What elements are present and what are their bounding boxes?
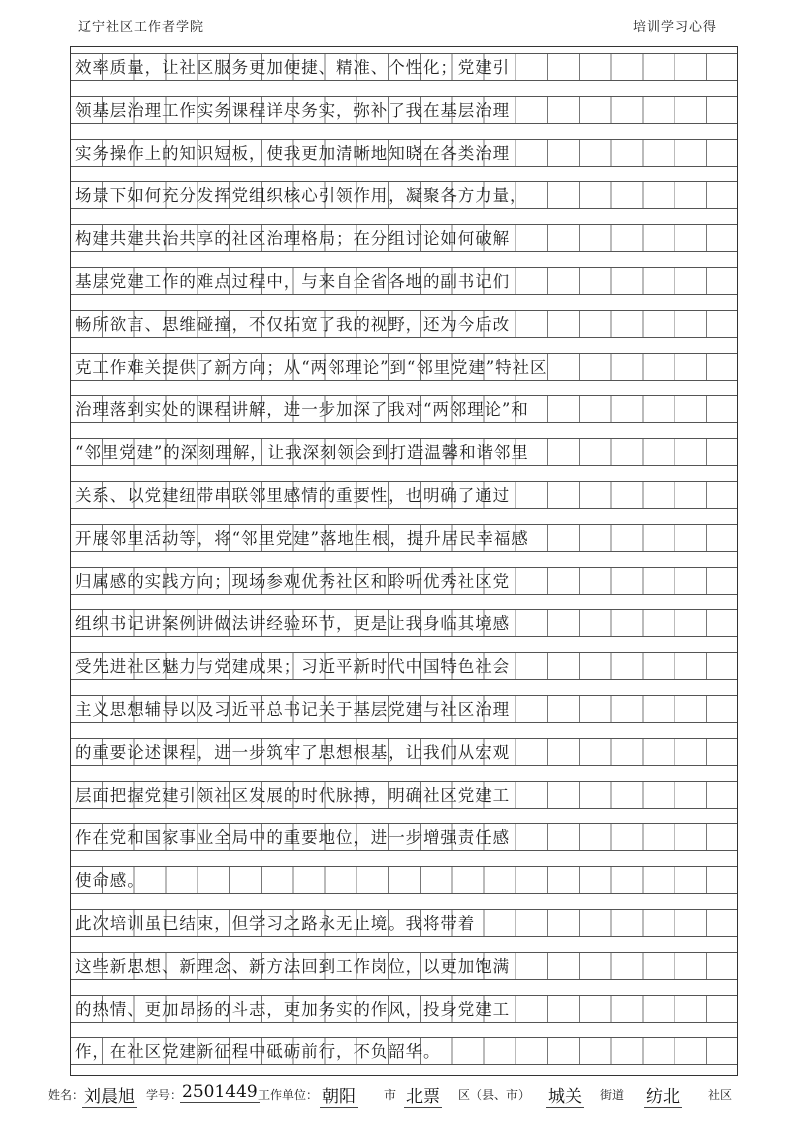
writing-row	[71, 695, 737, 723]
city-label: 市	[384, 1088, 397, 1102]
handwritten-line: 的热情、更加昂扬的斗志，更加务实的作风，投身党建工	[75, 999, 510, 1019]
handwritten-line: 作，在社区党建新征程中砥砺前行，不负韶华。	[75, 1042, 441, 1062]
handwritten-line: 实务操作上的知识短板，使我更加清晰地知晓在各类治理	[75, 143, 510, 163]
handwritten-line: 使命感。	[75, 871, 145, 891]
handwritten-line: 治理落到实处的课程讲解，进一步加深了我对“两邻理论”和	[75, 400, 529, 420]
handwritten-line: 场景下如何充分发挥党组织核心引领作用，凝聚各方力量，	[75, 186, 528, 206]
handwritten-line: 基层党建工作的难点过程中，与来自全省各地的副书记们	[75, 272, 510, 291]
handwritten-line: 畅所欲言、思维碰撞，不仅拓宽了我的视野，还为今后改	[75, 314, 510, 334]
handwritten-line: 效率质量，让社区服务更加便捷、精准、个性化；党建引	[75, 58, 510, 77]
writing-row	[71, 567, 737, 595]
writing-sheet	[70, 46, 738, 1076]
writing-row	[71, 952, 737, 980]
handwritten-line: 开展邻里活动等，将“邻里党建”落地生根，提升居民幸福感	[75, 528, 529, 548]
header-doc-title: 培训学习心得	[632, 20, 717, 35]
city-value: 朝阳	[320, 1082, 358, 1108]
writing-row	[71, 781, 737, 809]
street-name-value: 城关	[546, 1082, 584, 1108]
handwritten-line: 作在党和国家事业全局中的重要地位，进一步增强责任感	[75, 828, 510, 848]
header-institution: 辽宁社区工作者学院	[78, 20, 205, 35]
writing-row	[71, 738, 737, 766]
student-id-label: 学号：	[146, 1088, 183, 1102]
footer-info	[48, 1082, 748, 1106]
writing-row	[71, 181, 737, 209]
writing-row	[71, 1037, 737, 1065]
handwritten-line: 领基层治理工作实务课程详尽务实，弥补了我在基层治理	[75, 100, 510, 120]
street-label: 街道	[600, 1088, 625, 1102]
writing-row	[71, 995, 737, 1023]
district-label: 区（县、市）	[458, 1088, 531, 1102]
handwritten-line: 的重要论述课程，进一步筑牢了思想根基，让我们从宏观	[75, 742, 510, 762]
writing-row	[71, 524, 737, 552]
writing-row	[71, 866, 737, 894]
community-label: 社区	[708, 1088, 733, 1102]
writing-row	[71, 395, 737, 423]
writing-row	[71, 353, 737, 381]
writing-row	[71, 96, 737, 124]
handwritten-line: 此次培训虽已结束，但学习之路永无止境。我将带着	[75, 914, 476, 933]
writing-row	[71, 310, 737, 338]
student-id-value: 2501449	[182, 1082, 258, 1102]
writing-row	[71, 224, 737, 252]
handwritten-line: 层面把握党建引领社区发展的时代脉搏，明确社区党建工	[75, 785, 510, 805]
name-label: 姓名：	[48, 1088, 85, 1102]
handwritten-line: 克工作难关提供了新方向；从“两邻理论”到“邻里党建”特社区	[75, 357, 548, 377]
handwritten-line: 这些新思想、新理念、新方法回到工作岗位，以更加饱满	[75, 956, 510, 976]
writing-row	[71, 823, 737, 851]
writing-row	[71, 652, 737, 680]
name-value: 刘晨旭	[82, 1082, 137, 1108]
handwritten-line: 主义思想辅导以及习近平总书记关于基层党建与社区治理	[75, 700, 510, 719]
writing-row	[71, 481, 737, 509]
writing-row	[71, 267, 737, 295]
writing-row	[71, 139, 737, 167]
work-unit-label: 工作单位：	[258, 1088, 319, 1102]
writing-row	[71, 438, 737, 466]
writing-row	[71, 53, 737, 81]
writing-row	[71, 909, 737, 937]
handwritten-line: “邻里党建”的深刻理解，让我深刻领会到打造温馨和谐邻里	[75, 443, 529, 463]
handwritten-line: 受先进社区魅力与党建成果；习近平新时代中国特色社会	[75, 657, 510, 677]
community-value: 纺北	[644, 1082, 682, 1108]
handwritten-line: 构建共建共治共享的社区治理格局；在分组讨论如何破解	[75, 229, 510, 249]
writing-row	[71, 609, 737, 637]
handwritten-line: 归属感的实践方向；现场参观优秀社区和聆听优秀社区党	[75, 571, 510, 591]
district-value: 北票	[404, 1082, 442, 1108]
handwritten-line: 关系、以党建纽带串联邻里感情的重要性，也明确了通过	[75, 486, 510, 505]
handwritten-line: 组织书记讲案例讲做法讲经验环节，更是让我身临其境感	[75, 614, 510, 634]
